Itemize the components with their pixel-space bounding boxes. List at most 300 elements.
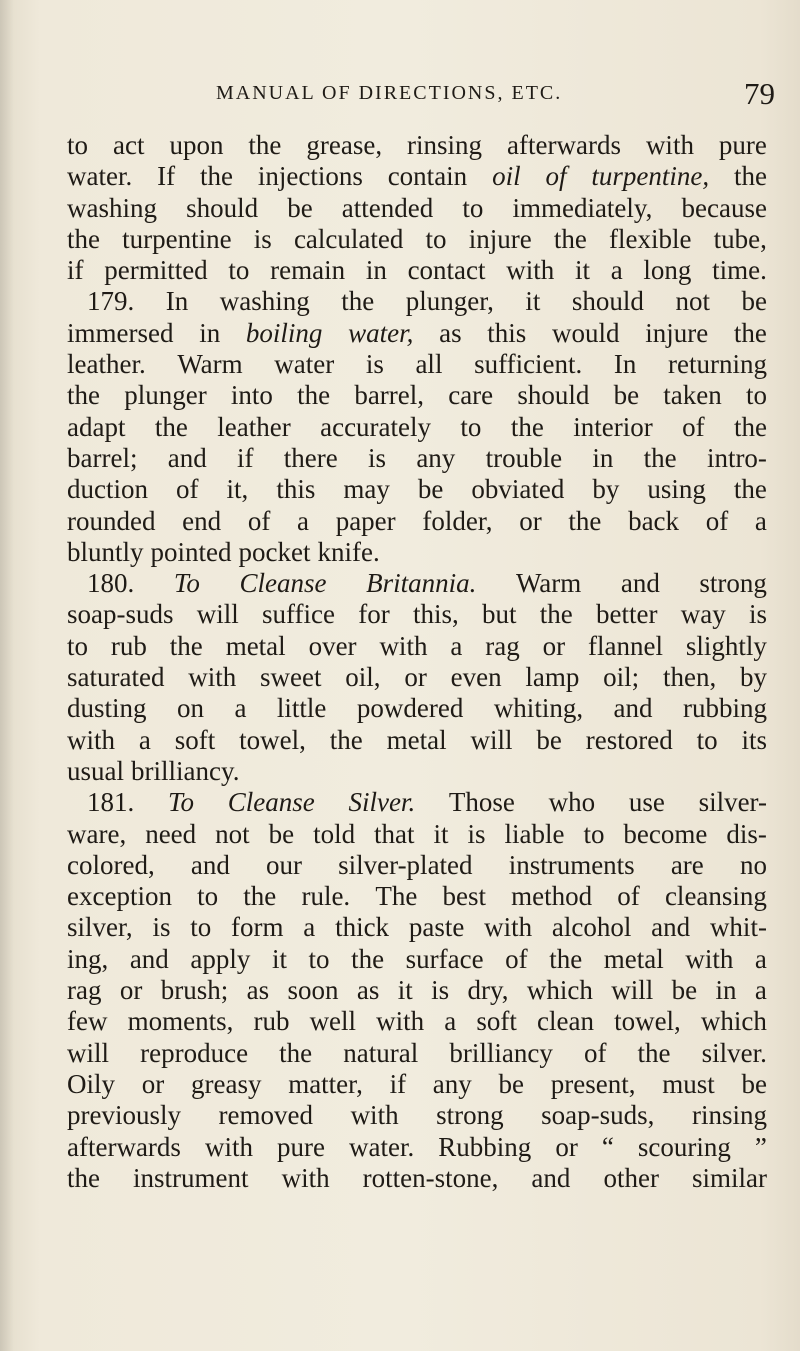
word: folder, — [422, 505, 493, 536]
text-line — [67, 412, 767, 443]
word: To — [173, 568, 200, 599]
word: should — [517, 380, 590, 411]
word: and — [531, 1162, 571, 1193]
word: The — [375, 881, 418, 912]
word: and — [190, 849, 230, 880]
word: the — [243, 881, 277, 912]
word: but — [482, 599, 517, 630]
word: the — [637, 1037, 671, 1068]
word: should — [571, 286, 644, 317]
word: if — [67, 255, 84, 286]
text-line — [67, 693, 767, 724]
word: and — [129, 943, 169, 974]
text-line — [67, 912, 767, 943]
word: it — [397, 975, 413, 1006]
word: remain — [270, 255, 346, 286]
word: turpentine — [122, 223, 232, 254]
word: to — [696, 724, 718, 755]
text-line — [67, 881, 767, 912]
word: not — [215, 818, 250, 849]
word: to — [745, 380, 767, 411]
word: it, — [226, 474, 249, 505]
text-line — [67, 756, 767, 787]
word: form — [231, 912, 284, 943]
word: colored, — [67, 849, 155, 880]
word: cleansing — [664, 881, 767, 912]
word: the — [341, 286, 375, 317]
word: the — [733, 317, 767, 348]
word: adapt — [67, 411, 126, 442]
word: must — [662, 1068, 715, 1099]
word: using — [647, 474, 706, 505]
text-line — [67, 286, 767, 317]
word: of — [682, 411, 705, 442]
word: if — [389, 1068, 407, 1099]
word: its — [741, 724, 767, 755]
word: “ — [601, 1131, 614, 1162]
word: rub — [110, 630, 147, 661]
word: ” — [754, 1131, 767, 1162]
word: dusting — [67, 693, 147, 724]
word: injure — [645, 317, 709, 348]
word: and — [651, 912, 691, 943]
word: if — [237, 442, 254, 473]
word: water. — [67, 161, 133, 192]
word: usual — [67, 755, 124, 786]
word: as — [246, 975, 270, 1006]
word: matter, — [288, 1068, 363, 1099]
word: with — [376, 1006, 425, 1037]
word: with — [204, 1131, 253, 1162]
word: paper — [335, 505, 396, 536]
word: because — [681, 192, 767, 223]
word: is — [253, 223, 272, 254]
word: flexible — [609, 223, 692, 254]
word: 181. — [87, 787, 135, 818]
word: ware, — [67, 818, 127, 849]
word: a — [610, 255, 623, 286]
word: even — [450, 662, 502, 693]
word: and — [620, 568, 660, 599]
word: water. — [349, 1131, 415, 1162]
word: or — [542, 630, 566, 661]
text-line — [67, 443, 767, 474]
word: way — [680, 599, 726, 630]
word: of — [583, 1037, 607, 1068]
word: leather — [217, 411, 291, 442]
word: it — [525, 286, 541, 317]
word: pointed — [150, 536, 232, 567]
text-line — [67, 599, 767, 630]
word: oil; — [603, 662, 640, 693]
word: of — [705, 505, 729, 536]
word: exception — [67, 881, 172, 912]
word: clean — [537, 1006, 594, 1037]
word: immersed — [67, 317, 174, 348]
word: a — [754, 943, 767, 974]
word: will — [470, 724, 513, 755]
word: rag — [67, 975, 102, 1006]
word: and — [167, 442, 207, 473]
word: the — [539, 599, 573, 630]
word: with — [281, 1162, 330, 1193]
word: permitted — [104, 255, 208, 286]
word: lamp — [525, 662, 580, 693]
word: scouring — [637, 1131, 731, 1162]
word: with — [379, 630, 428, 661]
word: few — [67, 1006, 108, 1037]
word: soon — [287, 975, 339, 1006]
word: the — [733, 161, 767, 192]
word: to — [228, 255, 250, 286]
word: similar — [691, 1162, 767, 1193]
word: strong — [699, 568, 767, 599]
word: with — [506, 255, 555, 286]
word: soap-suds — [67, 599, 174, 630]
word: rounded — [67, 505, 156, 536]
word: Britannia. — [366, 568, 477, 599]
word: upon — [169, 130, 224, 160]
word: or — [555, 1131, 578, 1162]
word: with — [645, 130, 694, 160]
word: soft — [174, 724, 216, 755]
word: plunger, — [405, 286, 494, 317]
text-line — [67, 193, 767, 224]
text-line — [67, 474, 767, 505]
word: thick — [335, 912, 390, 943]
word: present, — [550, 1068, 636, 1099]
word: surface — [405, 943, 484, 974]
word: calculated — [293, 223, 404, 254]
word: whit- — [709, 912, 767, 943]
word: the — [643, 442, 677, 473]
word: rotten-stone, — [362, 1162, 499, 1193]
text-line — [67, 975, 767, 1006]
word: into — [230, 380, 273, 411]
word: other — [603, 1162, 659, 1193]
word: silver, — [67, 912, 133, 943]
word: immediately, — [512, 192, 653, 223]
word: which — [526, 975, 593, 1006]
word: injure — [468, 223, 532, 254]
word: will — [67, 1037, 110, 1068]
word: Oily — [67, 1068, 116, 1099]
word: the — [297, 380, 331, 411]
word: little — [276, 693, 327, 724]
word: to — [67, 630, 89, 661]
page-number: 79 — [744, 76, 775, 111]
text-line — [67, 850, 767, 881]
word: instruments — [508, 849, 635, 880]
word: a — [303, 912, 316, 943]
word: duction — [67, 474, 148, 505]
word: moments, — [127, 1006, 234, 1037]
word: it — [433, 818, 449, 849]
text-line — [67, 224, 767, 255]
word: is — [467, 818, 486, 849]
word: sufficient. — [474, 349, 583, 380]
word: greasy — [190, 1068, 262, 1099]
word: removed — [218, 1100, 314, 1131]
word: the — [329, 724, 363, 755]
word: is — [368, 442, 387, 473]
word: then, — [662, 662, 717, 693]
word: rub — [253, 1006, 290, 1037]
word: To — [167, 787, 195, 818]
word: towel, — [614, 1006, 681, 1037]
word: Silver. — [348, 787, 416, 818]
word: oil, — [345, 662, 381, 693]
word: be — [417, 474, 444, 505]
word: act — [112, 130, 145, 160]
word: the — [733, 411, 767, 442]
text-line — [67, 944, 767, 975]
word: intro- — [706, 442, 767, 473]
word: back — [628, 505, 680, 536]
word: 180. — [87, 568, 135, 599]
word: slightly — [685, 630, 767, 661]
text-line — [67, 662, 767, 693]
word: who — [548, 787, 596, 818]
text-line — [67, 631, 767, 662]
word: contact — [407, 255, 486, 286]
text-line — [67, 1100, 767, 1131]
word: apply — [190, 943, 251, 974]
word: grease, — [306, 130, 383, 160]
word: Cleanse — [227, 787, 315, 818]
text-line — [67, 1038, 767, 1069]
word: a — [754, 505, 767, 536]
word: taken — [663, 380, 722, 411]
word: saturated — [67, 662, 165, 693]
word: restored — [585, 724, 673, 755]
word: this, — [412, 599, 459, 630]
word: Warm — [177, 349, 243, 380]
word: for — [358, 599, 390, 630]
word: it — [574, 255, 590, 286]
text-line — [67, 130, 767, 161]
word: washing — [219, 286, 310, 317]
word: by — [739, 662, 767, 693]
text-line — [67, 568, 767, 599]
word: by — [592, 474, 620, 505]
word: to — [308, 943, 330, 974]
word: natural — [343, 1037, 419, 1068]
word: there — [283, 442, 338, 473]
word: or — [119, 975, 143, 1006]
word: a — [297, 505, 310, 536]
word: as — [439, 317, 462, 348]
word: with — [350, 1100, 399, 1131]
word: rinsing — [691, 1100, 767, 1131]
word: rubbing — [683, 693, 767, 724]
word: afterwards — [67, 1131, 181, 1162]
word: as — [356, 975, 380, 1006]
word: the — [279, 1037, 313, 1068]
word: brilliancy — [449, 1037, 553, 1068]
word: to — [190, 912, 212, 943]
text-line — [67, 318, 767, 349]
word: care — [448, 380, 494, 411]
word: over — [308, 630, 357, 661]
word: with — [188, 662, 237, 693]
word: reproduce — [140, 1037, 249, 1068]
word: to — [197, 881, 219, 912]
word: with — [67, 724, 116, 755]
word: brilliancy. — [131, 755, 240, 786]
word: all — [415, 349, 443, 380]
word: on — [176, 693, 204, 724]
word: better — [596, 599, 658, 630]
word: be — [741, 1068, 767, 1099]
word: is — [365, 349, 384, 380]
word: pocket — [238, 536, 311, 567]
word: knife. — [317, 536, 380, 567]
word: be — [671, 975, 698, 1006]
word: oil — [492, 161, 521, 192]
word: In — [165, 286, 189, 317]
word: use — [628, 787, 665, 818]
word: the — [169, 630, 203, 661]
word: dry, — [467, 975, 509, 1006]
word: long — [643, 255, 692, 286]
word: the — [733, 474, 767, 505]
word: silver-plated — [338, 849, 473, 880]
word: pure — [718, 130, 767, 160]
word: contain — [387, 161, 468, 192]
word: that — [374, 818, 415, 849]
word: the — [568, 505, 602, 536]
word: flannel — [587, 630, 663, 661]
word: sweet — [260, 662, 322, 693]
word: become — [623, 818, 708, 849]
word: our — [265, 849, 302, 880]
word: barrel, — [354, 380, 425, 411]
word: in — [715, 975, 737, 1006]
text-line — [67, 725, 767, 756]
word: returning — [668, 349, 767, 380]
word: to — [460, 411, 482, 442]
word: is — [152, 912, 171, 943]
word: powdered — [356, 693, 464, 724]
word: not — [675, 286, 710, 317]
word: no — [739, 849, 767, 880]
word: the — [510, 411, 544, 442]
word: will — [196, 599, 239, 630]
word: metal — [386, 724, 447, 755]
word: silver- — [698, 787, 767, 818]
word: of — [505, 943, 528, 974]
word: metal — [603, 943, 664, 974]
word: the — [67, 380, 100, 411]
word: accurately — [320, 411, 432, 442]
word: time. — [712, 255, 767, 286]
word: need — [145, 818, 197, 849]
word: may — [343, 474, 390, 505]
word: turpentine, — [591, 161, 710, 192]
word: obviated — [471, 474, 565, 505]
word: rule. — [301, 881, 351, 912]
word: to — [583, 818, 605, 849]
text-line — [67, 349, 767, 380]
word: the — [248, 130, 282, 160]
word: be — [287, 192, 313, 223]
word: interior — [573, 411, 653, 442]
word: is — [431, 975, 450, 1006]
word: or — [141, 1068, 165, 1099]
word: end — [182, 505, 222, 536]
word: well — [309, 1006, 357, 1037]
word: tube, — [713, 223, 767, 254]
word: a — [450, 630, 463, 661]
word: this — [487, 317, 527, 348]
word: the — [67, 223, 100, 254]
word: dis- — [726, 818, 767, 849]
word: in — [592, 442, 614, 473]
word: Warm — [515, 568, 582, 599]
word: be — [536, 724, 562, 755]
word: method — [511, 881, 593, 912]
word: of — [247, 505, 271, 536]
word: are — [670, 849, 704, 880]
word: water, — [348, 317, 414, 348]
text-line — [67, 161, 767, 192]
word: be — [741, 286, 767, 317]
word: the — [67, 1162, 100, 1193]
word: and — [613, 693, 653, 724]
word: be — [498, 1068, 524, 1099]
word: 179. — [87, 286, 135, 317]
word: soap-suds, — [541, 1100, 655, 1131]
word: of — [176, 474, 199, 505]
word: it — [271, 943, 287, 974]
word: of — [545, 161, 567, 192]
word: afterwards — [507, 130, 621, 160]
word: In — [613, 349, 637, 380]
word: with — [484, 912, 533, 943]
text-line — [67, 1163, 767, 1194]
running-head — [0, 76, 800, 111]
word: rag — [485, 630, 520, 661]
word: attended — [341, 192, 434, 223]
word: rinsing — [407, 130, 483, 160]
word: any — [432, 1068, 472, 1099]
word: or — [519, 505, 542, 536]
gutter-shadow — [0, 0, 14, 1351]
word: alcohol — [551, 912, 632, 943]
word: soft — [476, 1006, 517, 1037]
word: in — [199, 317, 221, 348]
word: is — [748, 599, 767, 630]
word: a — [138, 724, 151, 755]
word: to — [425, 223, 447, 254]
text-line — [67, 1069, 767, 1100]
text-line — [67, 506, 767, 537]
text-line — [67, 1006, 767, 1037]
text-line — [67, 380, 767, 411]
word: towel, — [239, 724, 306, 755]
word: to — [462, 192, 484, 223]
word: in — [365, 255, 387, 286]
word: If — [157, 161, 176, 192]
word: Rubbing — [438, 1131, 532, 1162]
word: told — [313, 818, 356, 849]
word: boiling — [245, 317, 323, 348]
word: of — [617, 881, 640, 912]
word: a — [754, 975, 767, 1006]
word: plunger — [124, 380, 207, 411]
word: leather. — [67, 349, 146, 380]
